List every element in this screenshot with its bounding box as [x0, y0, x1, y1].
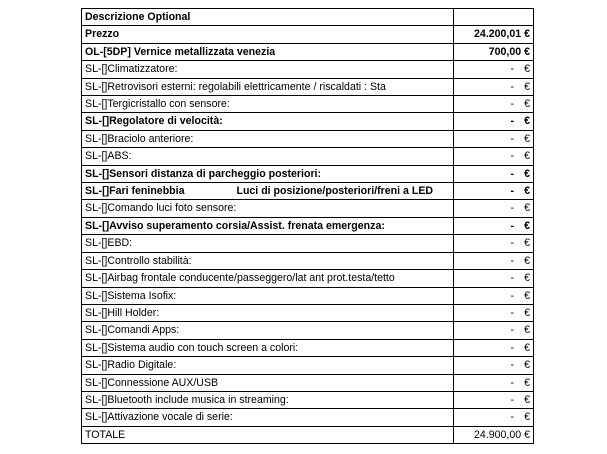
currency-symbol: € [524, 324, 530, 337]
value-dash: - [510, 115, 514, 128]
option-label [82, 339, 454, 356]
value-dash: - [510, 202, 514, 215]
option-label-text: SL-[]Comando luci foto sensore: [85, 202, 237, 215]
option-value [454, 78, 534, 95]
currency-symbol: € [524, 115, 530, 128]
table-row [82, 357, 534, 374]
option-value [454, 217, 534, 234]
option-value [454, 270, 534, 287]
value-dash: - [510, 63, 514, 76]
total-row [82, 426, 534, 443]
option-label-text: SL-[]Controllo stabilità: [85, 254, 192, 267]
table-row [82, 78, 534, 95]
value-dash: - [510, 132, 514, 145]
option-label-text: SL-[]Comandi Apps: [85, 324, 180, 337]
option-label [82, 113, 454, 130]
option-label-extra: Luci di posizione/posteriori/freni a LED [236, 185, 434, 198]
option-value [454, 165, 534, 182]
table-row [82, 148, 534, 165]
option-value [454, 113, 534, 130]
option-value [454, 200, 534, 217]
option-label [82, 357, 454, 374]
option-value [454, 391, 534, 408]
currency-symbol: € [524, 63, 530, 76]
value-dash: - [510, 289, 514, 302]
price-value: 24.200,01 € [454, 26, 534, 43]
table-row [82, 304, 534, 321]
value-dash: - [510, 341, 514, 354]
option-label-text: SL-[]Bluetooth include musica in streaming: [85, 393, 289, 406]
option-label-text: SL-[]Tergicristallo con sensore: [85, 98, 230, 111]
option-label [82, 374, 454, 391]
table-row [82, 235, 534, 252]
option-value [454, 374, 534, 391]
option-value [454, 339, 534, 356]
value-dash: - [510, 359, 514, 372]
option-value [454, 304, 534, 321]
option-label [82, 252, 454, 269]
value-dash: - [510, 80, 514, 93]
option-label [82, 409, 454, 426]
option-label [82, 130, 454, 147]
value-dash: - [510, 167, 514, 180]
option-label [82, 200, 454, 217]
currency-symbol: € [524, 202, 530, 215]
currency-symbol: € [524, 132, 530, 145]
option-value [454, 130, 534, 147]
option-value [454, 409, 534, 426]
table-row [82, 409, 534, 426]
currency-symbol: € [524, 150, 530, 163]
option-label [82, 217, 454, 234]
table-row [82, 165, 534, 182]
currency-symbol: € [524, 341, 530, 354]
total-label: TOTALE [82, 426, 454, 443]
total-value: 24.900,00 € [454, 426, 534, 443]
option-label [82, 78, 454, 95]
option-label [82, 148, 454, 165]
header-title: Descrizione Optional [82, 9, 454, 26]
option-label-text: SL-[]Attivazione vocale di serie: [85, 411, 233, 424]
header-empty-cell [454, 9, 534, 26]
option-label [82, 235, 454, 252]
currency-symbol: € [524, 272, 530, 285]
value-dash: - [510, 272, 514, 285]
paint-label: OL-[5DP] Vernice metallizzata venezia [82, 43, 454, 60]
option-value [454, 183, 534, 200]
option-label [82, 304, 454, 321]
option-value [454, 61, 534, 78]
option-label-text: SL-[]Hill Holder: [85, 306, 160, 319]
option-label-text: SL-[]Connessione AUX/USB [85, 376, 219, 389]
option-label-text: SL-[]Retrovisori esterni: regolabili elettricamente / riscaldati : Sta [85, 80, 386, 93]
currency-symbol: € [524, 254, 530, 267]
option-value [454, 357, 534, 374]
value-dash: - [510, 185, 514, 198]
table-row [82, 130, 534, 147]
option-label-text: SL-[]EBD: [85, 237, 133, 250]
option-value [454, 96, 534, 113]
value-dash: - [510, 376, 514, 389]
currency-symbol: € [524, 289, 530, 302]
option-label-text: SL-[]Sensori distanza di parcheggio posteriori: [85, 167, 322, 180]
value-dash: - [510, 324, 514, 337]
value-dash: - [510, 411, 514, 424]
option-label [82, 270, 454, 287]
currency-symbol: € [524, 219, 530, 232]
table-row [82, 217, 534, 234]
option-value [454, 322, 534, 339]
option-label-text: SL-[]Regolatore di velocità: [85, 115, 223, 128]
option-label-text: SL-[]Braciolo anteriore: [85, 132, 194, 145]
option-label [82, 96, 454, 113]
value-dash: - [510, 254, 514, 267]
option-label-text: SL-[]Sistema Isofix: [85, 289, 177, 302]
currency-symbol: € [524, 80, 530, 93]
table-row [82, 183, 534, 200]
option-label [82, 322, 454, 339]
currency-symbol: € [524, 185, 530, 198]
table-row [82, 374, 534, 391]
table-row [82, 252, 534, 269]
currency-symbol: € [524, 306, 530, 319]
option-label-text: SL-[]Radio Digitale: [85, 359, 177, 372]
value-dash: - [510, 98, 514, 111]
option-label-text: SL-[]Fari feninebbia [85, 185, 185, 198]
header-row [82, 9, 534, 26]
price-label: Prezzo [82, 26, 454, 43]
table-body [82, 9, 534, 444]
table-row [82, 96, 534, 113]
table-row [82, 287, 534, 304]
price-row [82, 26, 534, 43]
value-dash: - [510, 306, 514, 319]
table-row [82, 322, 534, 339]
currency-symbol: € [524, 393, 530, 406]
table-row [82, 339, 534, 356]
option-label-text: SL-[]Airbag frontale conducente/passeggero/lat ant prot.testa/tetto [85, 272, 395, 285]
option-label [82, 391, 454, 408]
currency-symbol: € [524, 359, 530, 372]
option-label-text: SL-[]ABS: [85, 150, 132, 163]
currency-symbol: € [524, 98, 530, 111]
option-label-text: SL-[]Avviso superamento corsia/Assist. frenata emergenza: [85, 219, 385, 232]
option-value [454, 252, 534, 269]
value-dash: - [510, 237, 514, 250]
paint-value: 700,00 € [454, 43, 534, 60]
optional-price-table [81, 8, 534, 444]
table-row [82, 391, 534, 408]
option-label [82, 183, 454, 200]
option-label [82, 61, 454, 78]
currency-symbol: € [524, 411, 530, 424]
option-label-text: SL-[]Sistema audio con touch screen a colori: [85, 341, 299, 354]
value-dash: - [510, 393, 514, 406]
option-value [454, 287, 534, 304]
option-label [82, 287, 454, 304]
value-dash: - [510, 219, 514, 232]
currency-symbol: € [524, 237, 530, 250]
currency-symbol: € [524, 167, 530, 180]
table-row [82, 113, 534, 130]
table-row [82, 200, 534, 217]
paint-row [82, 43, 534, 60]
value-dash: - [510, 150, 514, 163]
option-value [454, 148, 534, 165]
table-row [82, 61, 534, 78]
option-label [82, 165, 454, 182]
option-value [454, 235, 534, 252]
currency-symbol: € [524, 376, 530, 389]
option-label-text: SL-[]Climatizzatore: [85, 63, 178, 76]
table-row [82, 270, 534, 287]
